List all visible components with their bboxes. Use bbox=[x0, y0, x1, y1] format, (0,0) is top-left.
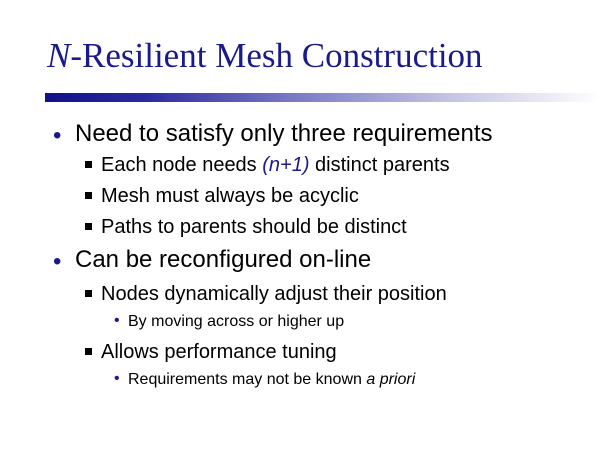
bullet-1: Need to satisfy only three requirements bbox=[75, 120, 493, 147]
bullet-dot-icon: • bbox=[53, 122, 62, 149]
sub-sub-bullet-2-2-1-text: Requirements may not be known bbox=[128, 371, 367, 388]
sub-bullet-2-1: Nodes dynamically adjust their position bbox=[101, 283, 447, 305]
square-bullet-icon bbox=[85, 161, 92, 168]
title-text: -Resilient Mesh Construction bbox=[70, 36, 483, 75]
sub-bullet-1-1-text-before: Each node needs bbox=[101, 154, 263, 176]
square-bullet-icon bbox=[85, 223, 92, 230]
title-italic-part: N bbox=[47, 36, 71, 75]
square-bullet-icon bbox=[85, 348, 92, 355]
sub-bullet-1-2: Mesh must always be acyclic bbox=[101, 185, 359, 207]
bullet-dot-icon: • bbox=[53, 248, 62, 275]
sub-bullet-1-1-text-after: distinct parents bbox=[309, 154, 450, 176]
small-bullet-dot-icon: • bbox=[114, 312, 120, 329]
square-bullet-icon bbox=[85, 192, 92, 199]
sub-bullet-1-3: Paths to parents should be distinct bbox=[101, 216, 407, 238]
sub-sub-bullet-2-1-1: By moving across or higher up bbox=[128, 313, 345, 330]
small-bullet-dot-icon: • bbox=[114, 370, 120, 387]
sub-bullet-1-1 bbox=[101, 155, 450, 175]
bullet-2: Can be reconfigured on-line bbox=[75, 246, 372, 273]
sub-bullet-2-2: Allows performance tuning bbox=[101, 341, 337, 363]
n-plus-1-emphasis: (n+1) bbox=[262, 154, 310, 176]
sub-sub-bullet-2-2-1 bbox=[128, 372, 415, 388]
a-priori-emphasis: a priori bbox=[366, 371, 416, 388]
square-bullet-icon bbox=[85, 290, 92, 297]
